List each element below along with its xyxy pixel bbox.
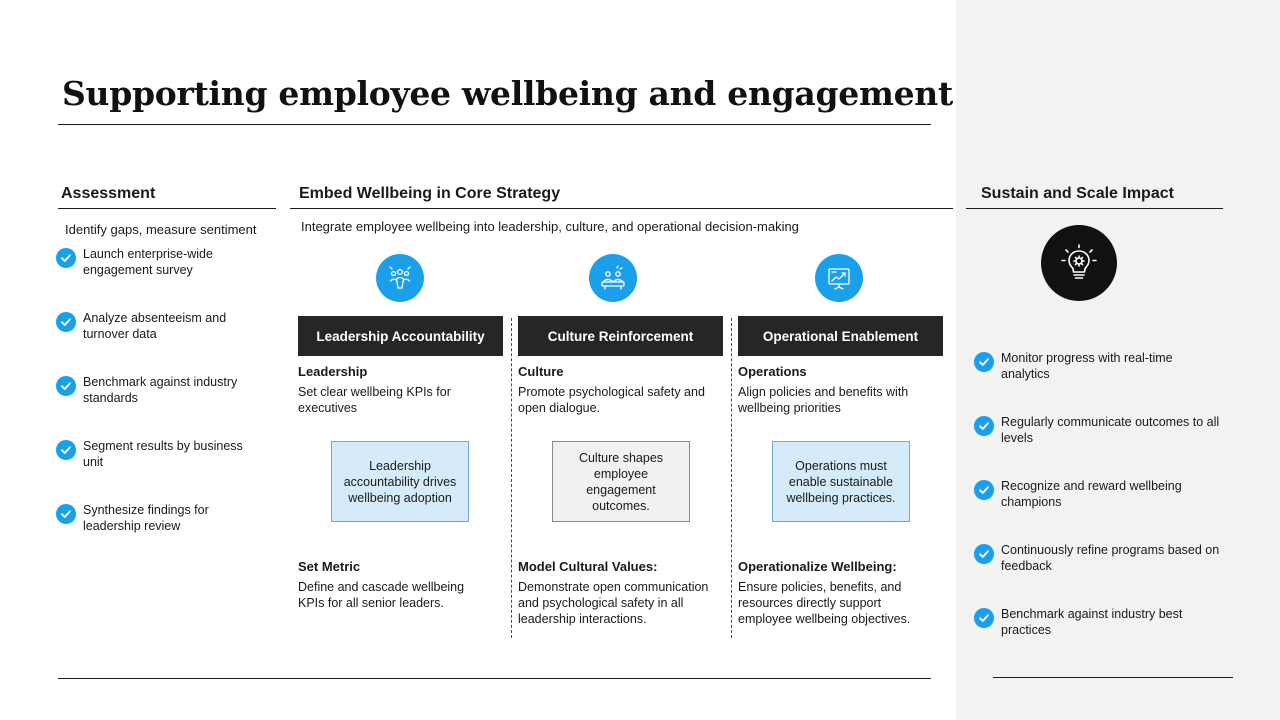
meeting-icon (589, 254, 637, 302)
list-item (56, 502, 253, 534)
presentation-chart-icon (815, 254, 863, 302)
pillar-action-text: Define and cascade wellbeing KPIs for all senior leaders. (298, 580, 465, 610)
list-item-text: Analyze absenteeism and turnover data (83, 311, 227, 341)
pillar-action-culture (518, 558, 744, 627)
pillar-bar-culture: Culture Reinforcement (518, 316, 723, 356)
list-item (974, 478, 1226, 510)
pillar-description-leadership (298, 363, 524, 416)
sustain-divider (966, 208, 1223, 209)
footer-divider (58, 678, 931, 679)
people-icon (376, 254, 424, 302)
pillar-text: Align policies and benefits with wellbeing priorities (738, 385, 909, 415)
list-item-text: Benchmark against industry standards (83, 375, 238, 405)
list-item (974, 542, 1226, 574)
pillar-description-operations (738, 363, 964, 416)
list-item (974, 350, 1211, 382)
strategy-divider (290, 208, 953, 209)
sustain-footer-divider (993, 677, 1233, 678)
lightbulb-gear-icon (1041, 225, 1117, 301)
list-item-text: Launch enterprise-wide engagement survey (83, 247, 213, 277)
pillar-action-leadership (298, 558, 524, 611)
list-item (56, 374, 253, 406)
pillar-action-label: Operationalize Wellbeing: (738, 559, 897, 574)
check-circle-icon (974, 352, 994, 372)
pillar-label: Leadership (298, 364, 368, 379)
pillar-label: Operations (738, 364, 807, 379)
note-box-culture: Culture shapes employee engagement outcomes. (552, 441, 690, 522)
check-circle-icon (56, 248, 76, 268)
check-circle-icon (974, 416, 994, 436)
pillar-action-label: Model Cultural Values: (518, 559, 658, 574)
list-item-text: Regularly communicate outcomes to all levels (1001, 415, 1220, 445)
pillar-label: Culture (518, 364, 564, 379)
pillar-text: Promote psychological safety and open dialogue. (518, 385, 705, 415)
title-divider (58, 124, 931, 125)
pillar-description-culture (518, 363, 744, 416)
pillar-bar-operations: Operational Enablement (738, 316, 943, 356)
pillar-text: Set clear wellbeing KPIs for executives (298, 385, 451, 415)
list-item (56, 438, 258, 470)
sustain-heading: Sustain and Scale Impact (981, 185, 1174, 202)
list-item-text: Segment results by business unit (83, 439, 243, 469)
page-title: Supporting employee wellbeing and engagement (62, 74, 953, 113)
strategy-subtitle: Integrate employee wellbeing into leadership, culture, and operational decision-making (301, 219, 799, 234)
check-circle-icon (974, 480, 994, 500)
check-circle-icon (974, 544, 994, 564)
strategy-heading: Embed Wellbeing in Core Strategy (299, 185, 561, 202)
list-item (56, 246, 253, 278)
check-circle-icon (56, 440, 76, 460)
list-item (974, 414, 1226, 446)
check-circle-icon (56, 312, 76, 332)
assessment-divider (58, 208, 276, 209)
check-circle-icon (56, 376, 76, 396)
pillar-bar-leadership: Leadership Accountability (298, 316, 503, 356)
list-item-text: Recognize and reward wellbeing champions (1001, 479, 1182, 509)
assessment-heading: Assessment (61, 185, 156, 202)
check-circle-icon (974, 608, 994, 628)
note-box-operations: Operations must enable sustainable wellbeing practices. (772, 441, 910, 522)
list-item (974, 606, 1216, 638)
pillar-action-text: Ensure policies, benefits, and resources directly support employee wellbeing objectives. (738, 580, 911, 626)
pillar-action-operations (738, 558, 964, 627)
check-circle-icon (56, 504, 76, 524)
list-item-text: Continuously refine programs based on feedback (1001, 543, 1220, 573)
assessment-subtitle: Identify gaps, measure sentiment (65, 222, 257, 237)
list-item-text: Synthesize findings for leadership review (83, 503, 209, 533)
list-item-text: Monitor progress with real-time analytics (1001, 351, 1173, 381)
pillar-action-label: Set Metric (298, 559, 361, 574)
pillar-action-text: Demonstrate open communication and psychological safety in all leadership interactions. (518, 580, 709, 626)
list-item-text: Benchmark against industry best practices (1001, 607, 1183, 637)
note-box-leadership: Leadership accountability drives wellbeing adoption (331, 441, 469, 522)
list-item (56, 310, 253, 342)
